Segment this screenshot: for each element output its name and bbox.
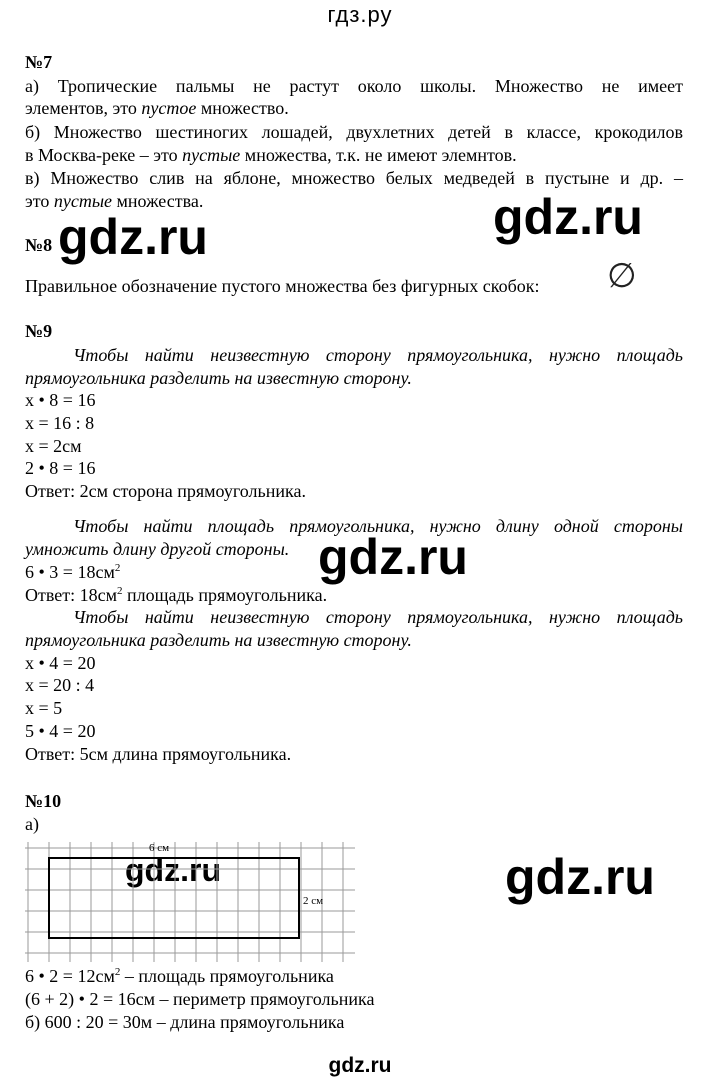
- task7-a-line1: а) Тропические пальмы не растут около школы. Множество не имеет: [25, 76, 683, 96]
- watermark: gdz.ru: [505, 849, 655, 905]
- task9-rule3-line2: прямоугольника разделить на известную сторону.: [25, 630, 412, 650]
- task7-number: №7: [25, 52, 53, 72]
- task9-eq8: х = 5: [25, 698, 63, 718]
- task9-eq4: 2 • 8 = 16: [25, 458, 96, 478]
- task10-line2: (6 + 2) • 2 = 16см – периметр прямоугольника: [25, 989, 375, 1009]
- task9-eq3: х = 2см: [25, 436, 82, 456]
- watermark: gdz.ru: [58, 209, 208, 265]
- task9-eq2: х = 16 : 8: [25, 413, 95, 433]
- task7-a-line2: элементов, это пустое множество.: [25, 98, 289, 118]
- task9-rule3-line1: Чтобы найти неизвестную сторону прямоугольника, нужно площадь: [73, 607, 683, 627]
- task9-rule1-line1: Чтобы найти неизвестную сторону прямоугольника, нужно площадь: [73, 345, 683, 365]
- watermark: gdz.ru: [318, 529, 468, 585]
- task9-rule2-line1: Чтобы найти площадь прямоугольника, нужно длину одной стороны: [73, 516, 683, 536]
- task9-rule2-line2: умножить длину другой стороны.: [25, 539, 290, 559]
- task7-v-line2: это пустые множества.: [25, 191, 204, 211]
- label-height: 2 см: [303, 895, 324, 907]
- empty-set-symbol: ∅: [607, 256, 637, 296]
- grid-drawing: [25, 842, 355, 967]
- task9-number: №9: [25, 321, 53, 341]
- task9-eq5: 6 • $3 = 18см^2$: [25, 562, 121, 582]
- task7-b-line2: в Москва-реке – это пустые множества, т.к. не имеют элемнтов.: [25, 145, 517, 165]
- task8-text: Правильное обозначение пустого множества без фигурных скобок:: [25, 276, 540, 296]
- label-width: 6 см: [149, 842, 170, 854]
- task9-eq9: 5 • 4 = 20: [25, 721, 96, 741]
- site-footer: gdz.ru: [328, 1054, 392, 1077]
- task9-answer1: Ответ: 2см сторона прямоугольника.: [25, 481, 306, 501]
- task10-part-a: а): [25, 814, 39, 834]
- task9-eq1: х • 8 = 16: [25, 390, 96, 410]
- site-header: гдз.ру: [327, 2, 393, 27]
- task8-number: №8: [25, 235, 53, 255]
- task7-b-line1: б) Множество шестиногих лошадей, двухлетних детей в классе, крокодилов: [25, 122, 683, 142]
- task7-v-line1: в) Множество слив на яблоне, множество белых медведей в пустыне и др. –: [25, 168, 683, 188]
- task9-answer2: Ответ: $18см^2$ площадь прямоугольника.: [25, 585, 328, 605]
- task10-line3: б) 600 : 20 = 30м – длина прямоугольника: [25, 1012, 345, 1032]
- grid-svg: [25, 842, 355, 962]
- rectangle-shape: [49, 858, 299, 938]
- task9-eq6: х • 4 = 20: [25, 653, 96, 673]
- watermark: gdz.ru: [125, 852, 221, 888]
- task9-rule1-line2: прямоугольника разделить на известную сторону.: [25, 368, 412, 388]
- task9-eq7: х = 20 : 4: [25, 675, 95, 695]
- task9-answer3: Ответ: 5см длина прямоугольника.: [25, 744, 292, 764]
- watermark: gdz.ru: [493, 189, 643, 245]
- task10-line1: 6 • $2 = 12см^2$ – площадь прямоугольника: [25, 966, 334, 986]
- task10-number: №10: [25, 791, 62, 811]
